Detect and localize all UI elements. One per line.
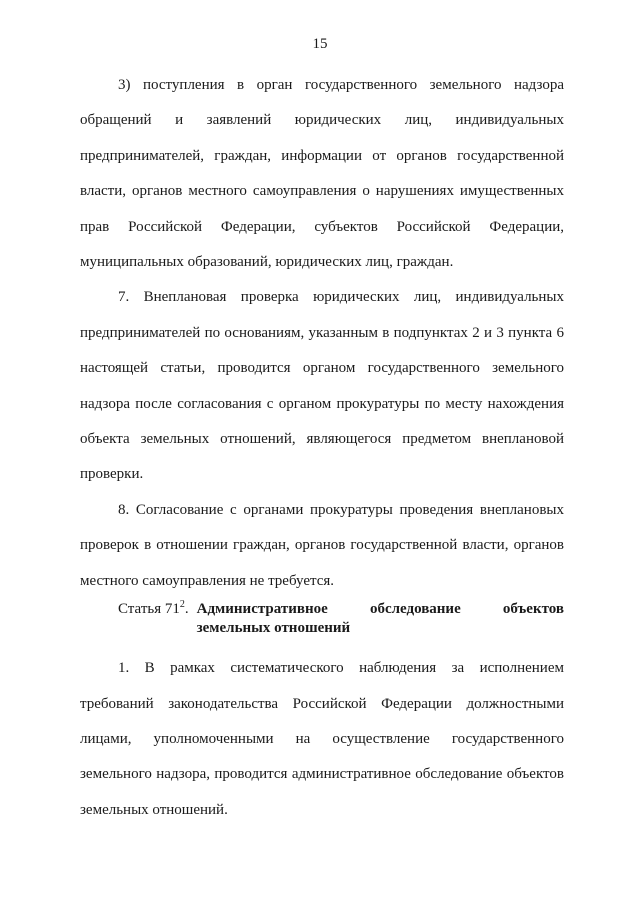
paragraph-item-7: 7. Внеплановая проверка юридических лиц, индивидуальных предпринимателей по основаниям, указанным в подпунктах 2 и 3 пункта 6 настоящей статьи, проводится органом государственного земельного надзора после согласования с органом прокуратуры по месту нахождения объекта земельных отношений, являющегося предметом внеплановой проверки. xyxy=(80,289,564,483)
paragraph-item-8: 8. Согласование с органами прокуратуры проведения внеплановых проверок в отношении граждан, органов государственной власти, органов местного самоуправления не требуется. xyxy=(80,501,564,589)
paragraph-clause-3: 3) поступления в орган государственного земельного надзора обращений и заявлений юридических лиц, индивидуальных предпринимателей, граждан, информации от органов государственной власти, органов местного самоуправления о нарушениях имущественных прав Российской Федерации, субъектов Российской Федерации, муниципальных образований, юридических лиц, граждан. xyxy=(80,77,564,271)
article-superscript: 2 xyxy=(179,599,185,611)
document-body xyxy=(80,68,564,828)
page-number: 15 xyxy=(312,36,328,52)
article-title-line-2: земельных отношений xyxy=(196,620,351,637)
paragraph-article-item-1: 1. В рамках систематического наблюдения за исполнением требований законодательства Российской Федерации должностными лицами, уполномоченными на осуществление государственного земельного надзора, проводится административное обследование объектов земельных отношений. xyxy=(80,660,564,818)
article-heading xyxy=(80,600,564,638)
article-title xyxy=(197,600,564,638)
article-title-line-1: Административное обследование объектов xyxy=(196,601,564,618)
article-number: Статья $71^2$. xyxy=(118,599,189,618)
